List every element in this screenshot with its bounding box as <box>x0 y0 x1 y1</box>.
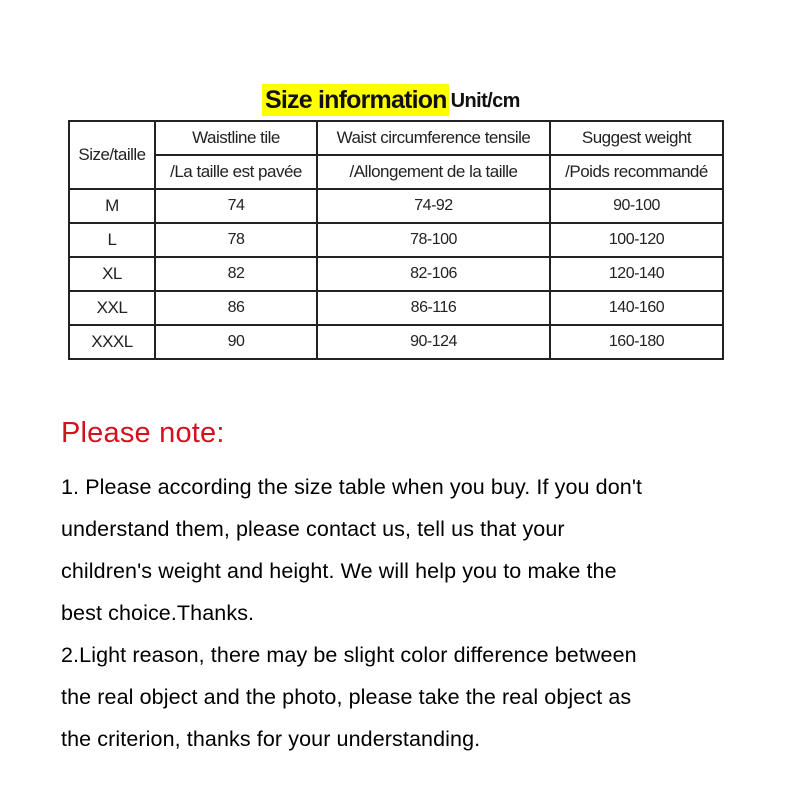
unit-label: Unit/cm <box>450 90 520 112</box>
header-waistline-en: Waistline tile <box>192 128 280 147</box>
cell-circumference: 82-106 <box>317 257 550 291</box>
cell-circumference: 90-124 <box>317 325 550 359</box>
note-line: 2.Light reason, there may be slight color difference between <box>61 643 637 667</box>
cell-weight: 100-120 <box>550 223 723 257</box>
table-header-row <box>69 121 723 189</box>
cell-size: XXXL <box>69 325 155 359</box>
note-title: Please note: <box>61 417 225 449</box>
note-line: best choice.Thanks. <box>61 601 255 625</box>
note-line: children's weight and height. We will help you to make the <box>61 559 617 583</box>
cell-size: XXL <box>69 291 155 325</box>
header-circumference-fr: /Allongement de la taille <box>318 154 549 188</box>
cell-circumference: 86-116 <box>317 291 550 325</box>
cell-weight: 90-100 <box>550 189 723 223</box>
header-weight-fr: /Poids recommandé <box>551 154 722 188</box>
cell-waistline: 74 <box>155 189 317 223</box>
table-row <box>69 257 723 291</box>
note-line: the real object and the photo, please take the real object as <box>61 685 632 709</box>
table-row <box>69 291 723 325</box>
header-weight-en: Suggest weight <box>581 128 692 147</box>
size-information-title <box>262 84 520 116</box>
cell-waistline: 82 <box>155 257 317 291</box>
cell-waistline: 90 <box>155 325 317 359</box>
header-waistline <box>155 121 317 189</box>
header-circumference <box>317 121 550 189</box>
table-row <box>69 223 723 257</box>
cell-size: L <box>69 223 155 257</box>
cell-weight: 120-140 <box>550 257 723 291</box>
cell-weight: 160-180 <box>550 325 723 359</box>
cell-circumference: 78-100 <box>317 223 550 257</box>
note-line: understand them, please contact us, tell us that your <box>61 517 565 541</box>
note-line: the criterion, thanks for your understanding. <box>61 727 481 751</box>
header-weight <box>550 121 723 189</box>
cell-waistline: 78 <box>155 223 317 257</box>
cell-size: XL <box>69 257 155 291</box>
header-size: Size/taille <box>69 121 155 189</box>
cell-size: M <box>69 189 155 223</box>
table-row <box>69 189 723 223</box>
note-line: 1. Please according the size table when you buy. If you don't <box>61 475 643 499</box>
size-table <box>68 120 724 360</box>
header-waistline-fr: /La taille est pavée <box>156 154 316 188</box>
table-row <box>69 325 723 359</box>
cell-waistline: 86 <box>155 291 317 325</box>
cell-circumference: 74-92 <box>317 189 550 223</box>
title-highlight: Size information <box>262 84 449 116</box>
header-circumference-en: Waist circumference tensile <box>336 128 531 147</box>
cell-weight: 140-160 <box>550 291 723 325</box>
